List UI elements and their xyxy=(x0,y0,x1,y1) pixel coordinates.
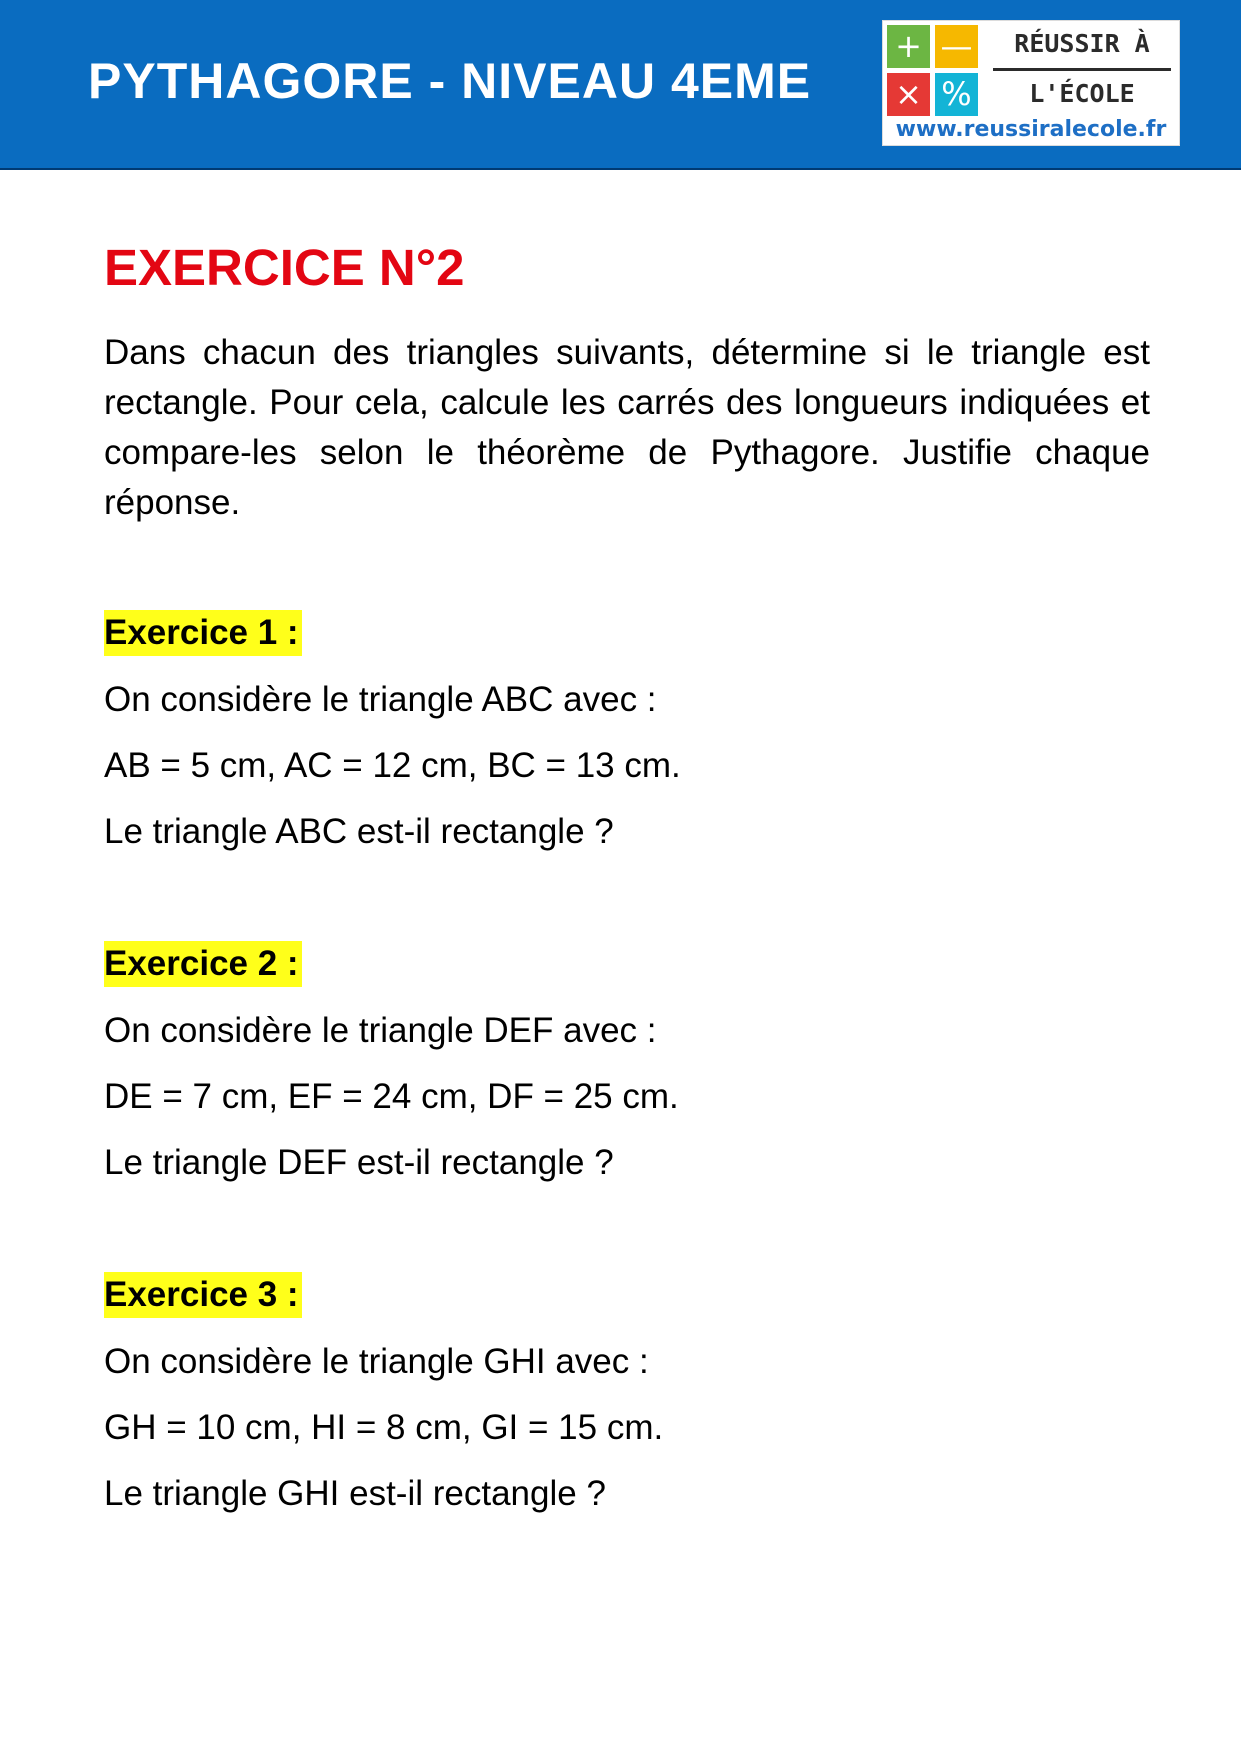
minus-icon: — xyxy=(935,25,978,68)
exercise-statement: On considère le triangle ABC avec : xyxy=(104,680,657,719)
times-icon: × xyxy=(887,73,930,116)
intro-paragraph: Dans chacun des triangles suivants, détermine si le triangle est rectangle. Pour cela, calcule les carrés des longueurs indiquées et compare-les selon le théorème de Pythagore. Justifie chaque réponse. xyxy=(104,333,1150,522)
logo-brand-bottom: L'ÉCOLE xyxy=(1029,79,1135,108)
exercise-question: Le triangle ABC est-il rectangle ? xyxy=(104,812,614,851)
exercise-question: Le triangle DEF est-il rectangle ? xyxy=(104,1143,614,1182)
logo-url: www.reussiralecole.fr xyxy=(895,117,1167,142)
exercise-lengths: GH = 10 cm, HI = 8 cm, GI = 15 cm. xyxy=(104,1408,664,1447)
exercise-heading: Exercice 1 : xyxy=(104,610,302,656)
logo-divider xyxy=(993,68,1171,71)
exercise-statement: On considère le triangle GHI avec : xyxy=(104,1342,649,1381)
site-logo xyxy=(882,20,1180,146)
percent-icon: % xyxy=(935,73,978,116)
exercise-section-3 xyxy=(104,1272,1150,1513)
exercise-lengths: DE = 7 cm, EF = 24 cm, DF = 25 cm. xyxy=(104,1077,679,1116)
page-header xyxy=(0,0,1241,170)
page-title: PYTHAGORE - NIVEAU 4EME xyxy=(88,53,812,109)
exercise-lengths: AB = 5 cm, AC = 12 cm, BC = 13 cm. xyxy=(104,746,681,785)
plus-icon: + xyxy=(887,25,930,68)
exercise-title: EXERCICE N°2 xyxy=(104,239,465,296)
exercise-section-1 xyxy=(104,610,1150,851)
exercise-section-2 xyxy=(104,941,1150,1182)
exercise-heading: Exercice 3 : xyxy=(104,1272,302,1318)
exercise-statement: On considère le triangle DEF avec : xyxy=(104,1011,657,1050)
exercise-question: Le triangle GHI est-il rectangle ? xyxy=(104,1474,606,1513)
logo-brand-top: RÉUSSIR À xyxy=(1014,29,1150,58)
logo-math-tiles xyxy=(887,25,981,119)
exercise-heading: Exercice 2 : xyxy=(104,941,302,987)
